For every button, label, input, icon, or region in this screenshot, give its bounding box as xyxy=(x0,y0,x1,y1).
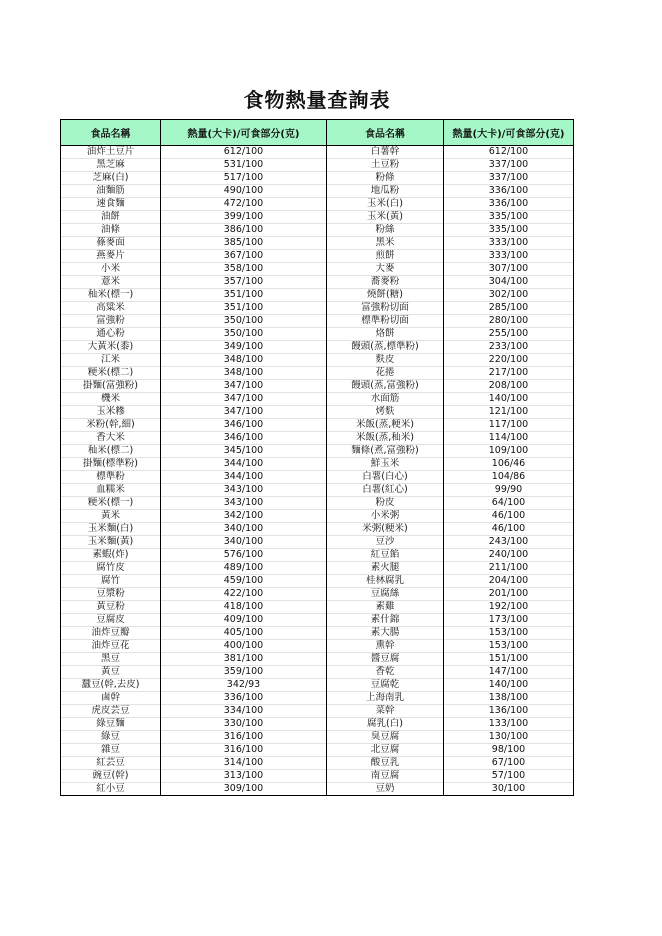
food-name-cell: 米粥(粳米) xyxy=(327,523,444,536)
table-row xyxy=(61,406,574,419)
table-row xyxy=(61,783,574,796)
food-name-cell: 米粉(幹,細) xyxy=(61,419,161,432)
table-row xyxy=(61,484,574,497)
food-name-cell: 花捲 xyxy=(327,367,444,380)
food-name-cell: 醬豆腐 xyxy=(327,653,444,666)
food-name-cell: 油炸土豆片 xyxy=(61,146,161,159)
food-name-cell: 紅芸豆 xyxy=(61,757,161,770)
food-name-cell: 烤麩 xyxy=(327,406,444,419)
food-name-cell: 素大腸 xyxy=(327,627,444,640)
food-name-cell: 機米 xyxy=(61,393,161,406)
calorie-cell: 343/100 xyxy=(161,484,327,497)
food-name-cell: 豆沙 xyxy=(327,536,444,549)
table-row xyxy=(61,380,574,393)
table-row xyxy=(61,354,574,367)
calorie-cell: 285/100 xyxy=(444,302,574,315)
table-row xyxy=(61,770,574,783)
calorie-cell: 208/100 xyxy=(444,380,574,393)
food-name-cell: 大麥 xyxy=(327,263,444,276)
food-name-cell: 豆奶 xyxy=(327,783,444,796)
food-name-cell: 麵條(煮,富強粉) xyxy=(327,445,444,458)
food-name-cell: 薏米 xyxy=(61,276,161,289)
calorie-cell: 330/100 xyxy=(161,718,327,731)
table-row xyxy=(61,679,574,692)
food-name-cell: 黑芝麻 xyxy=(61,159,161,172)
food-name-cell: 南豆腐 xyxy=(327,770,444,783)
calorie-cell: 346/100 xyxy=(161,432,327,445)
calorie-cell: 422/100 xyxy=(161,588,327,601)
food-name-cell: 菜幹 xyxy=(327,705,444,718)
table-row xyxy=(61,510,574,523)
food-name-cell: 大黃米(黍) xyxy=(61,341,161,354)
calorie-cell: 140/100 xyxy=(444,679,574,692)
food-name-cell: 粳米(標二) xyxy=(61,367,161,380)
table-row xyxy=(61,146,574,159)
food-name-cell: 土豆粉 xyxy=(327,159,444,172)
calorie-cell: 348/100 xyxy=(161,354,327,367)
calorie-cell: 117/100 xyxy=(444,419,574,432)
food-name-cell: 黃豆 xyxy=(61,666,161,679)
calorie-cell: 173/100 xyxy=(444,614,574,627)
calorie-cell: 347/100 xyxy=(161,380,327,393)
calorie-cell: 151/100 xyxy=(444,653,574,666)
calorie-cell: 57/100 xyxy=(444,770,574,783)
calorie-cell: 313/100 xyxy=(161,770,327,783)
calorie-cell: 350/100 xyxy=(161,315,327,328)
food-name-cell: 黃米 xyxy=(61,510,161,523)
food-name-cell: 水面筋 xyxy=(327,393,444,406)
calorie-cell: 337/100 xyxy=(444,159,574,172)
food-name-cell: 素蝦(炸) xyxy=(61,549,161,562)
calorie-cell: 309/100 xyxy=(161,783,327,796)
food-name-cell: 小米粥 xyxy=(327,510,444,523)
calorie-cell: 220/100 xyxy=(444,354,574,367)
food-name-cell: 蠶豆(幹,去皮) xyxy=(61,679,161,692)
calorie-cell: 490/100 xyxy=(161,185,327,198)
calorie-cell: 342/100 xyxy=(161,510,327,523)
calorie-cell: 136/100 xyxy=(444,705,574,718)
calorie-cell: 109/100 xyxy=(444,445,574,458)
food-name-cell: 玉米麵(黃) xyxy=(61,536,161,549)
table-row xyxy=(61,614,574,627)
calorie-cell: 67/100 xyxy=(444,757,574,770)
food-name-cell: 玉米(白) xyxy=(327,198,444,211)
food-name-cell: 紅豆餡 xyxy=(327,549,444,562)
food-name-cell: 饅頭(蒸,標準粉) xyxy=(327,341,444,354)
table-row xyxy=(61,653,574,666)
calorie-cell: 517/100 xyxy=(161,172,327,185)
calorie-cell: 335/100 xyxy=(444,211,574,224)
table-row xyxy=(61,289,574,302)
food-name-cell: 臭豆腐 xyxy=(327,731,444,744)
food-name-cell: 香大米 xyxy=(61,432,161,445)
calorie-cell: 350/100 xyxy=(161,328,327,341)
calorie-cell: 334/100 xyxy=(161,705,327,718)
table-row xyxy=(61,263,574,276)
food-name-cell: 熏幹 xyxy=(327,640,444,653)
calorie-cell: 344/100 xyxy=(161,471,327,484)
food-name-cell: 蕎麥粉 xyxy=(327,276,444,289)
table-row xyxy=(61,536,574,549)
table-row xyxy=(61,432,574,445)
food-name-cell: 標準粉 xyxy=(61,471,161,484)
food-name-cell: 豆漿粉 xyxy=(61,588,161,601)
food-name-cell: 桂林腐乳 xyxy=(327,575,444,588)
food-name-cell: 白薯(紅心) xyxy=(327,484,444,497)
food-name-cell: 鹵幹 xyxy=(61,692,161,705)
table-row xyxy=(61,705,574,718)
calorie-cell: 386/100 xyxy=(161,224,327,237)
table-row xyxy=(61,250,574,263)
calorie-cell: 367/100 xyxy=(161,250,327,263)
food-name-cell: 綠豆 xyxy=(61,731,161,744)
calorie-cell: 346/100 xyxy=(161,419,327,432)
table-row xyxy=(61,458,574,471)
food-name-cell: 玉米麵(白) xyxy=(61,523,161,536)
calorie-cell: 344/100 xyxy=(161,458,327,471)
calorie-cell: 347/100 xyxy=(161,406,327,419)
food-name-cell: 腐竹皮 xyxy=(61,562,161,575)
calorie-cell: 349/100 xyxy=(161,341,327,354)
food-name-cell: 通心粉 xyxy=(61,328,161,341)
food-name-cell: 芝麻(白) xyxy=(61,172,161,185)
calorie-cell: 336/100 xyxy=(444,185,574,198)
calorie-cell: 405/100 xyxy=(161,627,327,640)
table-row xyxy=(61,692,574,705)
food-name-cell: 粉絲 xyxy=(327,224,444,237)
calorie-cell: 316/100 xyxy=(161,731,327,744)
calorie-cell: 104/86 xyxy=(444,471,574,484)
table-row xyxy=(61,237,574,250)
calorie-cell: 106/46 xyxy=(444,458,574,471)
calorie-cell: 114/100 xyxy=(444,432,574,445)
table-row xyxy=(61,185,574,198)
food-name-cell: 標準粉切面 xyxy=(327,315,444,328)
food-name-cell: 白薯幹 xyxy=(327,146,444,159)
food-name-cell: 豆腐皮 xyxy=(61,614,161,627)
table-row xyxy=(61,159,574,172)
food-name-cell: 粳米(標一) xyxy=(61,497,161,510)
food-name-cell: 虎皮芸豆 xyxy=(61,705,161,718)
table-row xyxy=(61,419,574,432)
table-row xyxy=(61,718,574,731)
table-row xyxy=(61,627,574,640)
food-name-cell: 酸豆乳 xyxy=(327,757,444,770)
food-name-cell: 玉米(黃) xyxy=(327,211,444,224)
table-row xyxy=(61,172,574,185)
calorie-cell: 400/100 xyxy=(161,640,327,653)
calorie-cell: 307/100 xyxy=(444,263,574,276)
calorie-cell: 351/100 xyxy=(161,289,327,302)
calorie-cell: 243/100 xyxy=(444,536,574,549)
header-calories-left: 熱量(大卡)/可食部分(克) xyxy=(161,120,327,146)
table-row xyxy=(61,666,574,679)
food-name-cell: 血糯米 xyxy=(61,484,161,497)
calorie-cell: 233/100 xyxy=(444,341,574,354)
calorie-cell: 399/100 xyxy=(161,211,327,224)
food-name-cell: 油炸豆花 xyxy=(61,640,161,653)
food-name-cell: 腐乳(白) xyxy=(327,718,444,731)
table-row xyxy=(61,562,574,575)
table-row xyxy=(61,393,574,406)
calorie-cell: 385/100 xyxy=(161,237,327,250)
calorie-cell: 153/100 xyxy=(444,627,574,640)
table-row xyxy=(61,497,574,510)
calorie-cell: 576/100 xyxy=(161,549,327,562)
table-row xyxy=(61,731,574,744)
food-name-cell: 速食麵 xyxy=(61,198,161,211)
calorie-cell: 140/100 xyxy=(444,393,574,406)
table-row xyxy=(61,211,574,224)
food-name-cell: 豌豆(幹) xyxy=(61,770,161,783)
calorie-cell: 46/100 xyxy=(444,523,574,536)
calorie-cell: 138/100 xyxy=(444,692,574,705)
calorie-cell: 64/100 xyxy=(444,497,574,510)
calorie-cell: 316/100 xyxy=(161,744,327,757)
calorie-cell: 489/100 xyxy=(161,562,327,575)
calorie-cell: 531/100 xyxy=(161,159,327,172)
calorie-cell: 336/100 xyxy=(161,692,327,705)
header-food-name-right: 食品名稱 xyxy=(327,120,444,146)
calorie-cell: 240/100 xyxy=(444,549,574,562)
calorie-cell: 340/100 xyxy=(161,536,327,549)
table-row xyxy=(61,549,574,562)
food-name-cell: 米飯(蒸,粳米) xyxy=(327,419,444,432)
calorie-cell: 347/100 xyxy=(161,393,327,406)
food-name-cell: 綠豆麵 xyxy=(61,718,161,731)
calorie-cell: 342/93 xyxy=(161,679,327,692)
table-body xyxy=(61,146,574,796)
calorie-cell: 333/100 xyxy=(444,250,574,263)
header-row xyxy=(61,120,574,146)
food-name-cell: 黃豆粉 xyxy=(61,601,161,614)
calorie-cell: 302/100 xyxy=(444,289,574,302)
calorie-cell: 333/100 xyxy=(444,237,574,250)
food-name-cell: 上海南乳 xyxy=(327,692,444,705)
food-name-cell: 烙餅 xyxy=(327,328,444,341)
table-row xyxy=(61,341,574,354)
food-name-cell: 素什錦 xyxy=(327,614,444,627)
food-name-cell: 香乾 xyxy=(327,666,444,679)
calorie-cell: 201/100 xyxy=(444,588,574,601)
calorie-cell: 130/100 xyxy=(444,731,574,744)
calorie-cell: 359/100 xyxy=(161,666,327,679)
calorie-table xyxy=(60,119,574,796)
table-row xyxy=(61,198,574,211)
food-name-cell: 油麵筋 xyxy=(61,185,161,198)
calorie-cell: 211/100 xyxy=(444,562,574,575)
calorie-cell: 280/100 xyxy=(444,315,574,328)
food-name-cell: 油炸豆瓣 xyxy=(61,627,161,640)
page-title: 食物熱量查詢表 xyxy=(243,88,391,112)
food-name-cell: 黑米 xyxy=(327,237,444,250)
food-name-cell: 腐竹 xyxy=(61,575,161,588)
table-row xyxy=(61,367,574,380)
food-name-cell: 油條 xyxy=(61,224,161,237)
food-name-cell: 饅頭(蒸,富強粉) xyxy=(327,380,444,393)
food-name-cell: 燒餅(糖) xyxy=(327,289,444,302)
calorie-cell: 98/100 xyxy=(444,744,574,757)
food-name-cell: 白薯(白心) xyxy=(327,471,444,484)
calorie-cell: 133/100 xyxy=(444,718,574,731)
calorie-cell: 358/100 xyxy=(161,263,327,276)
food-name-cell: 雜豆 xyxy=(61,744,161,757)
table-row xyxy=(61,471,574,484)
table-row xyxy=(61,276,574,289)
food-name-cell: 米飯(蒸,秈米) xyxy=(327,432,444,445)
food-name-cell: 粉條 xyxy=(327,172,444,185)
calorie-cell: 335/100 xyxy=(444,224,574,237)
food-name-cell: 素火腿 xyxy=(327,562,444,575)
calorie-cell: 314/100 xyxy=(161,757,327,770)
food-name-cell: 鮮玉米 xyxy=(327,458,444,471)
food-name-cell: 蓧麥面 xyxy=(61,237,161,250)
calorie-cell: 204/100 xyxy=(444,575,574,588)
food-name-cell: 秈米(標二) xyxy=(61,445,161,458)
table-row xyxy=(61,224,574,237)
calorie-cell: 459/100 xyxy=(161,575,327,588)
calorie-cell: 192/100 xyxy=(444,601,574,614)
calorie-cell: 255/100 xyxy=(444,328,574,341)
calorie-cell: 418/100 xyxy=(161,601,327,614)
table-row xyxy=(61,328,574,341)
table-row xyxy=(61,315,574,328)
table-row xyxy=(61,601,574,614)
food-name-cell: 江米 xyxy=(61,354,161,367)
food-name-cell: 油餅 xyxy=(61,211,161,224)
calorie-cell: 348/100 xyxy=(161,367,327,380)
calorie-cell: 340/100 xyxy=(161,523,327,536)
calorie-cell: 304/100 xyxy=(444,276,574,289)
calorie-cell: 337/100 xyxy=(444,172,574,185)
calorie-cell: 409/100 xyxy=(161,614,327,627)
calorie-cell: 336/100 xyxy=(444,198,574,211)
calorie-cell: 472/100 xyxy=(161,198,327,211)
food-name-cell: 燕麥片 xyxy=(61,250,161,263)
calorie-cell: 46/100 xyxy=(444,510,574,523)
table-row xyxy=(61,640,574,653)
calorie-cell: 153/100 xyxy=(444,640,574,653)
food-name-cell: 素雞 xyxy=(327,601,444,614)
table-row xyxy=(61,744,574,757)
calorie-cell: 612/100 xyxy=(444,146,574,159)
table-row xyxy=(61,302,574,315)
calorie-cell: 612/100 xyxy=(161,146,327,159)
food-name-cell: 麩皮 xyxy=(327,354,444,367)
calorie-cell: 30/100 xyxy=(444,783,574,796)
calorie-cell: 147/100 xyxy=(444,666,574,679)
food-name-cell: 黑豆 xyxy=(61,653,161,666)
food-name-cell: 玉米糝 xyxy=(61,406,161,419)
food-name-cell: 富強粉 xyxy=(61,315,161,328)
calorie-cell: 99/90 xyxy=(444,484,574,497)
table-row xyxy=(61,523,574,536)
food-name-cell: 小米 xyxy=(61,263,161,276)
food-name-cell: 掛麵(標準粉) xyxy=(61,458,161,471)
food-name-cell: 粉皮 xyxy=(327,497,444,510)
food-name-cell: 煎餅 xyxy=(327,250,444,263)
table-row xyxy=(61,588,574,601)
calorie-cell: 121/100 xyxy=(444,406,574,419)
table-row xyxy=(61,575,574,588)
food-name-cell: 豆腐乾 xyxy=(327,679,444,692)
calorie-cell: 345/100 xyxy=(161,445,327,458)
food-name-cell: 北豆腐 xyxy=(327,744,444,757)
calorie-cell: 217/100 xyxy=(444,367,574,380)
table-row xyxy=(61,757,574,770)
food-name-cell: 富強粉切面 xyxy=(327,302,444,315)
calorie-cell: 357/100 xyxy=(161,276,327,289)
header-food-name-left: 食品名稱 xyxy=(61,120,161,146)
food-name-cell: 紅小豆 xyxy=(61,783,161,796)
table-row xyxy=(61,445,574,458)
calorie-cell: 343/100 xyxy=(161,497,327,510)
food-name-cell: 秈米(標一) xyxy=(61,289,161,302)
food-name-cell: 地瓜粉 xyxy=(327,185,444,198)
food-name-cell: 掛麵(富強粉) xyxy=(61,380,161,393)
food-name-cell: 豆腐絲 xyxy=(327,588,444,601)
header-calories-right: 熱量(大卡)/可食部分(克) xyxy=(444,120,574,146)
calorie-cell: 381/100 xyxy=(161,653,327,666)
calorie-cell: 351/100 xyxy=(161,302,327,315)
food-name-cell: 高粱米 xyxy=(61,302,161,315)
